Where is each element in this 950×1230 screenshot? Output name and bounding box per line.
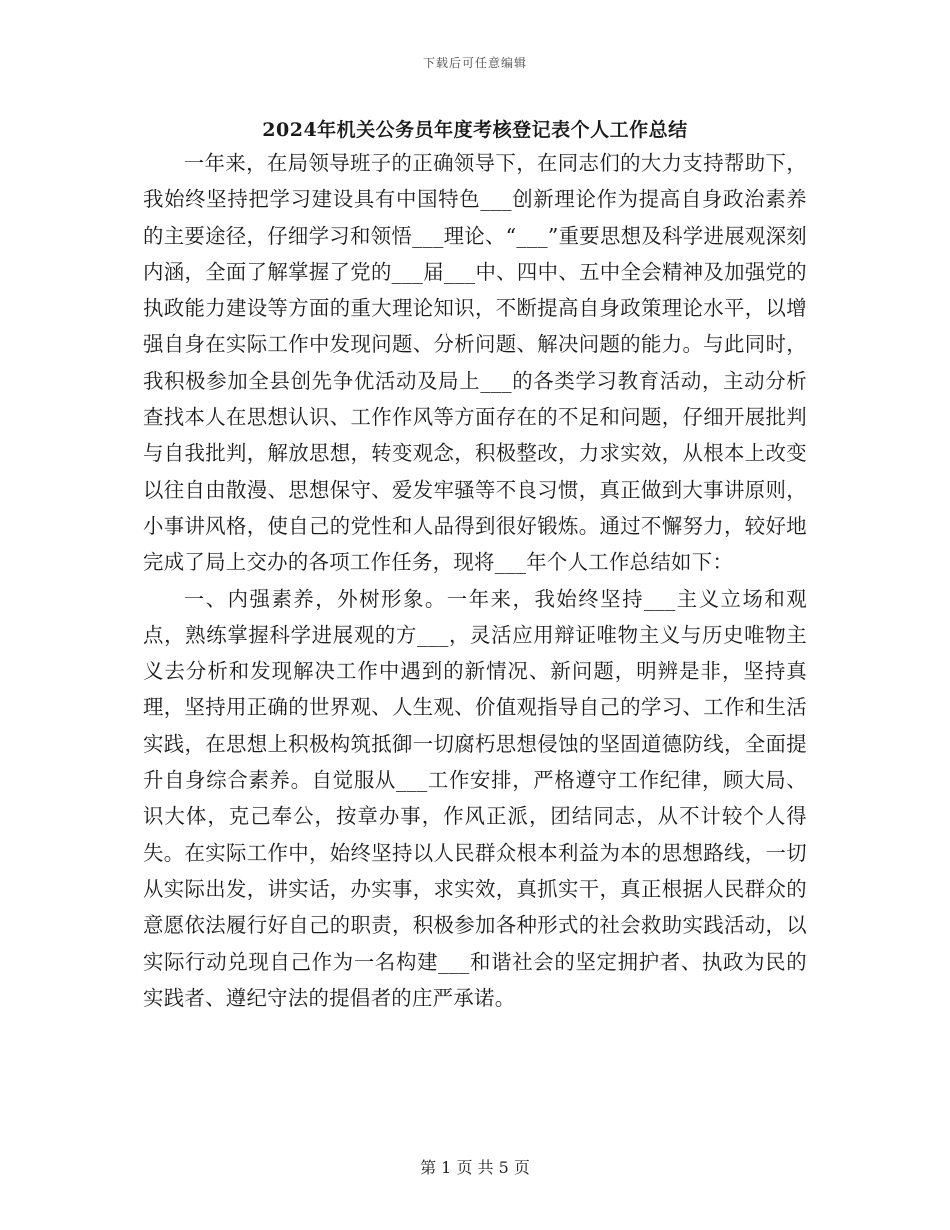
document-title: 2024年机关公务员年度考核登记表个人工作总结 bbox=[262, 119, 688, 141]
document-body bbox=[143, 145, 807, 1016]
page-header-note: 下载后可任意编辑 bbox=[422, 56, 527, 70]
page-number: 第 1 页 共 5 页 bbox=[420, 1158, 530, 1177]
paragraph-section-one: 一、内强素养，外树形象。一年来，我始终坚持___主义立场和观点，熟练掌握科学进展观的方___，灵活应用辩证唯物主义与历史唯物主义去分析和发现解决工作中遇到的新情况、新问题，明辨是非，坚持真理，坚持用正确的世界观、人生观、价值观指导自己的学习、工作和生活实践，在思想上积极构筑抵御一切腐朽思想侵蚀的坚固道德防线，全面提升自身综合素养。自觉服从___工作安排，严格遵守工作纪律，顾大局、识大体，克己奉公，按章办事，作风正派，团结同志，从不计较个人得失。在实际工作中，始终坚持以人民群众根本利益为本的思想路线，一切从实际出发，讲实话，办实事，求实效，真抓实干，真正根据人民群众的意愿依法履行好自己的职责，积极参加各种形式的社会救助实践活动，以实际行动兑现自己作为一名构建___和谐社会的坚定拥护者、执政为民的实践者、遵纪守法的提倡者的庄严承诺。 bbox=[143, 586, 807, 1010]
paragraph-intro: 一年来，在局领导班子的正确领导下，在同志们的大力支持帮助下，我始终坚持把学习建设具有中国特色___创新理论作为提高自身政治素养的主要途径，仔细学习和领悟___理论、“___”重要思想及科学进展观深刻内涵，全面了解掌握了党的___届___中、四中、五中全会精神及加强党的执政能力建设等方面的重大理论知识，不断提高自身政策理论水平，以增强自身在实际工作中发现问题、分析问题、解决问题的能力。与此同时，我积极参加全县创先争优活动及局上___的各类学习教育活动，主动分析查找本人在思想认识、工作作风等方面存在的不足和问题，仔细开展批判与自我批判，解放思想，转变观念，积极整改，力求实效，从根本上改变以往自由散漫、思想保守、爱发牢骚等不良习惯，真正做到大事讲原则，小事讲风格，使自己的党性和人品得到很好锻炼。通过不懈努力，较好地完成了局上交办的各项工作任务，现将___年个人工作总结如下： bbox=[143, 151, 807, 575]
